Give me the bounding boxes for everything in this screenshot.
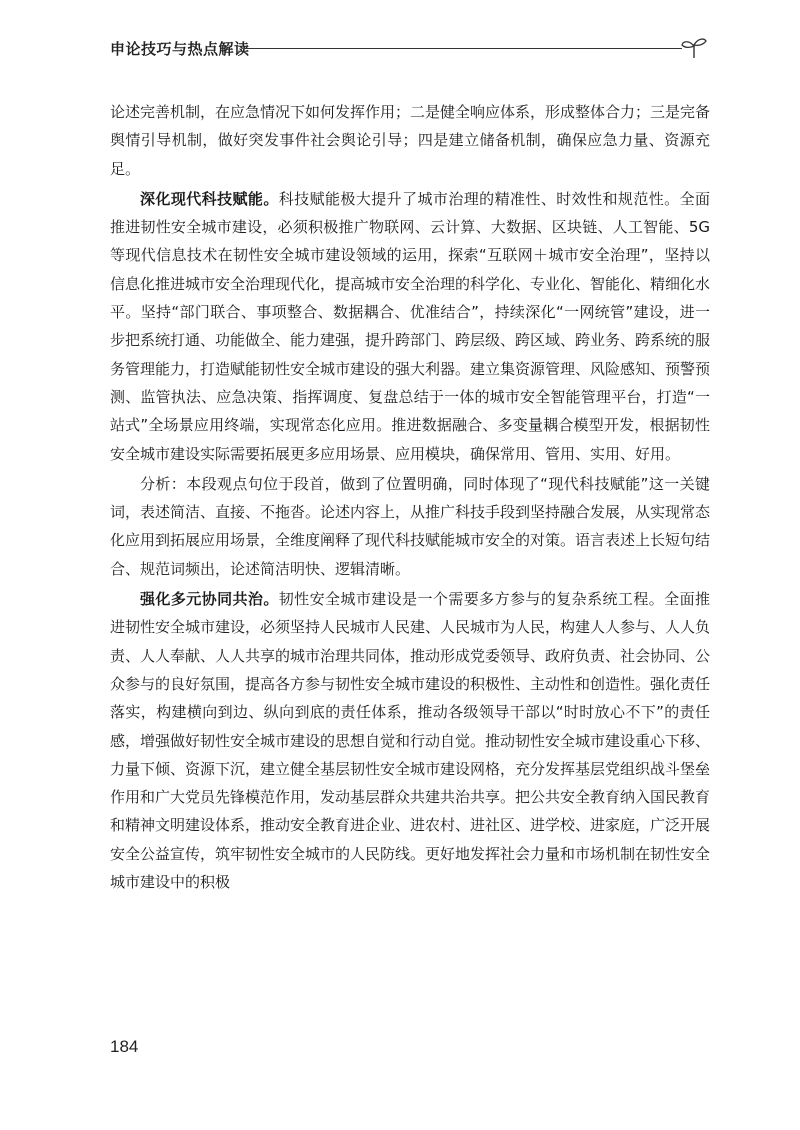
header-title: 申论技巧与热点解读 bbox=[110, 40, 250, 58]
body-text bbox=[110, 98, 710, 898]
paragraph-text: 韧性安全城市建设是一个需要多方参与的复杂系统工程。全面推进韧性安全城市建设，必须坚持人民城市人民建、人民城市为人民，构建人人参与、人人负责、人人奉献、人人共享的城市治理共同体，推动形成党委领导、政府负责、社会协同、公众参与的良好氛围，提高各方参与韧性安全城市建设的积极性、主动性和创造性。强化责任落实，构建横向到边、纵向到底的责任体系，推动各级领导干部以“时时放心不下”的责任感，增强做好韧性安全城市建设的思想自觉和行动自觉。推动韧性安全城市建设重心下移、力量下倾、资源下沉，建立健全基层韧性安全城市建设网格，充分发挥基层党组织战斗堡垒作用和广大党员先锋模范作用，发动基层群众共建共治共享。把公共安全教育纳入国民教育和精神文明建设体系，推动安全教育进企业、进农村、进社区、进学校、进家庭，广泛开展安全公益宣传，筑牢韧性安全城市的人民防线。更好地发挥社会力量和市场机制在韧性安全城市建设中的积极 bbox=[110, 590, 711, 892]
paragraph-analysis bbox=[110, 470, 710, 583]
paragraph-lead: 深化现代科技赋能。 bbox=[140, 189, 279, 208]
header-rule bbox=[244, 48, 682, 49]
paragraph-lead: 强化多元协同共治。 bbox=[140, 590, 279, 609]
sprout-icon bbox=[680, 36, 708, 60]
paragraph-continuation bbox=[110, 98, 710, 183]
paragraph-text: 论述完善机制，在应急情况下如何发挥作用；二是健全响应体系，形成整体合力；三是完备舆情引导机制，做好突发事件社会舆论引导；四是建立储备机制，确保应急力量、资源充足。 bbox=[110, 103, 711, 178]
running-header bbox=[110, 36, 710, 60]
paragraph-collaborative-governance bbox=[110, 585, 710, 896]
paragraph-text: 科技赋能极大提升了城市治理的精准性、时效性和规范性。全面推进韧性安全城市建设，必须积极推广物联网、云计算、大数据、区块链、人工智能、5G等现代信息技术在韧性安全城市建设领域的运用，探索“互联网＋城市安全治理”，坚持以信息化推进城市安全治理现代化，提高城市安全治理的科学化、专业化、智能化、精细化水平。坚持“部门联合、事项整合、数据耦合、优准结合”，持续深化“一网统管”建设，进一步把系统打通、功能做全、能力建强，提升跨部门、跨层级、跨区域、跨业务、跨系统的服务管理能力，打造赋能韧性安全城市建设的强大利器。建立集资源管理、风险感知、预警预测、监管执法、应急决策、指挥调度、复盘总结于一体的城市安全智能管理平台，打造“一站式”全场景应用终端，实现常态化应用。推进数据融合、多变量耦合模型开发，根据韧性安全城市建设实际需要拓展更多应用场景、应用模块，确保常用、管用、实用、好用。 bbox=[110, 189, 711, 463]
paragraph-text: 分析：本段观点句位于段首，做到了位置明确，同时体现了“现代科技赋能”这一关键词，表述简洁、直接、不拖沓。论述内容上，从推广科技手段到坚持融合发展，从实现常态化应用到拓展应用场景，全维度阐释了现代科技赋能城市安全的对策。语言表述上长短句结合、规范词频出，论述简洁明快、逻辑清晰。 bbox=[110, 474, 711, 578]
page-number: 184 bbox=[110, 1037, 139, 1056]
paragraph-tech-empowerment bbox=[110, 185, 710, 468]
